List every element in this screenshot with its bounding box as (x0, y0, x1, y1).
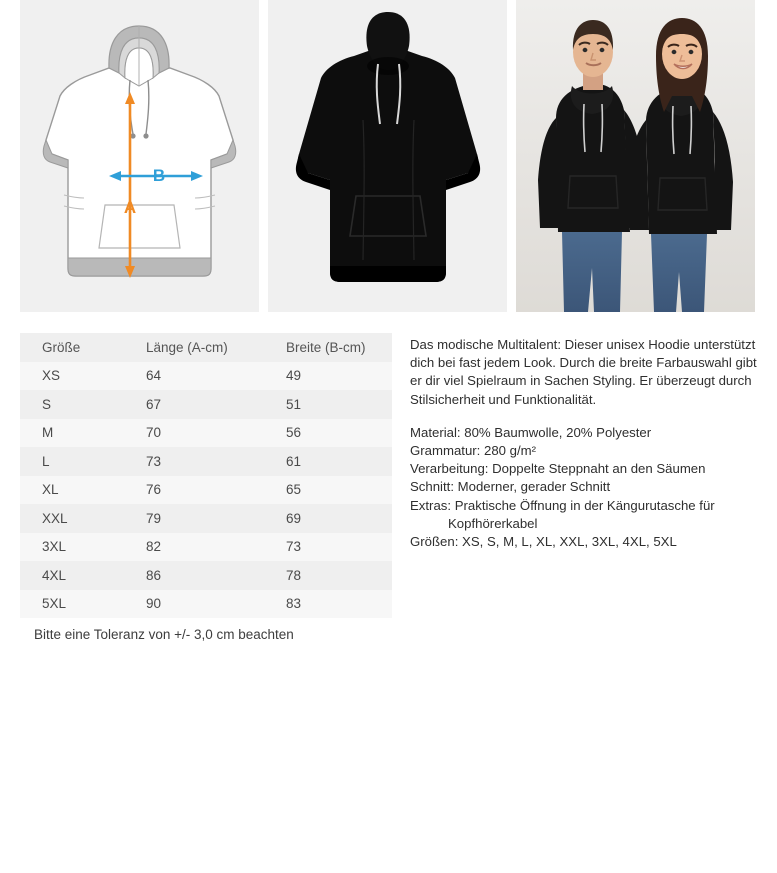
table-header-row (20, 333, 392, 362)
table-header-width: Breite (B-cm) (286, 339, 366, 355)
cell-size: L (42, 453, 50, 469)
cell-length: 90 (146, 596, 162, 612)
table-row (20, 447, 392, 476)
table-row (20, 362, 392, 391)
size-table (20, 333, 392, 618)
dimension-b-label: B (152, 166, 166, 185)
two-models-wearing-hoodie-image (516, 0, 755, 312)
cell-length: 67 (146, 396, 162, 412)
cell-size: 3XL (42, 539, 67, 555)
cell-length: 76 (146, 482, 162, 498)
table-row (20, 590, 392, 619)
technical-drawing-panel (20, 0, 259, 312)
cell-length: 79 (146, 510, 162, 526)
dimension-a-label: A (123, 198, 137, 217)
black-hoodie-product-image (268, 0, 507, 312)
cell-length: 70 (146, 425, 162, 441)
cell-size: XS (42, 368, 61, 384)
cell-size: XXL (42, 510, 68, 526)
spec-extras-cont: Kopfhörerkabel (448, 515, 538, 531)
table-row (20, 476, 392, 505)
spec-sizes: Größen: XS, S, M, L, XL, XXL, 3XL, 4XL, 5XL (410, 534, 677, 550)
table-header-length: Länge (A-cm) (146, 339, 228, 355)
spec-extras: Extras: Praktische Öffnung in der Kängurutasche für (410, 497, 715, 513)
table-row (20, 390, 392, 419)
table-row (20, 419, 392, 448)
table-row (20, 504, 392, 533)
cell-length: 86 (146, 567, 162, 583)
cell-width: 78 (286, 567, 302, 583)
cell-length: 82 (146, 539, 162, 555)
cell-width: 56 (286, 425, 302, 441)
cell-width: 83 (286, 596, 302, 612)
spec-cut: Schnitt: Moderner, gerader Schnitt (410, 479, 611, 495)
cell-width: 73 (286, 539, 302, 555)
cell-size: 5XL (42, 596, 67, 612)
cell-width: 69 (286, 510, 302, 526)
spec-processing: Verarbeitung: Doppelte Steppnaht an den Säumen (410, 461, 706, 477)
tolerance-note: Bitte eine Toleranz von +/- 3,0 cm beachten (34, 627, 294, 642)
cell-length: 64 (146, 368, 162, 384)
cell-size: XL (42, 482, 59, 498)
hoodie-technical-diagram-icon (20, 0, 259, 312)
spec-material: Material: 80% Baumwolle, 20% Polyester (410, 424, 652, 440)
cell-width: 61 (286, 453, 302, 469)
technical-drawing (20, 0, 259, 312)
table-row (20, 561, 392, 590)
product-description (410, 336, 762, 551)
cell-size: M (42, 425, 54, 441)
cell-width: 65 (286, 482, 302, 498)
lifestyle-photo-panel (516, 0, 755, 312)
description-intro: Das modische Multitalent: Dieser unisex Hoodie unterstützt dich bei fast jedem Look. Durch die breite Farbauswahl gibt er dir viel Spielraum in Sachen Styling. Er überzeugt durch Stilsicherheit und Funktionalität. (410, 337, 757, 407)
cell-size: 4XL (42, 567, 67, 583)
cell-length: 73 (146, 453, 162, 469)
spec-weight: Grammatur: 280 g/m² (410, 443, 537, 459)
product-image-row (20, 0, 757, 312)
table-header-size: Größe (42, 339, 81, 355)
table-row (20, 533, 392, 562)
cell-width: 51 (286, 396, 302, 412)
cell-width: 49 (286, 368, 302, 384)
cell-size: S (42, 396, 52, 412)
product-photo-panel (268, 0, 507, 312)
